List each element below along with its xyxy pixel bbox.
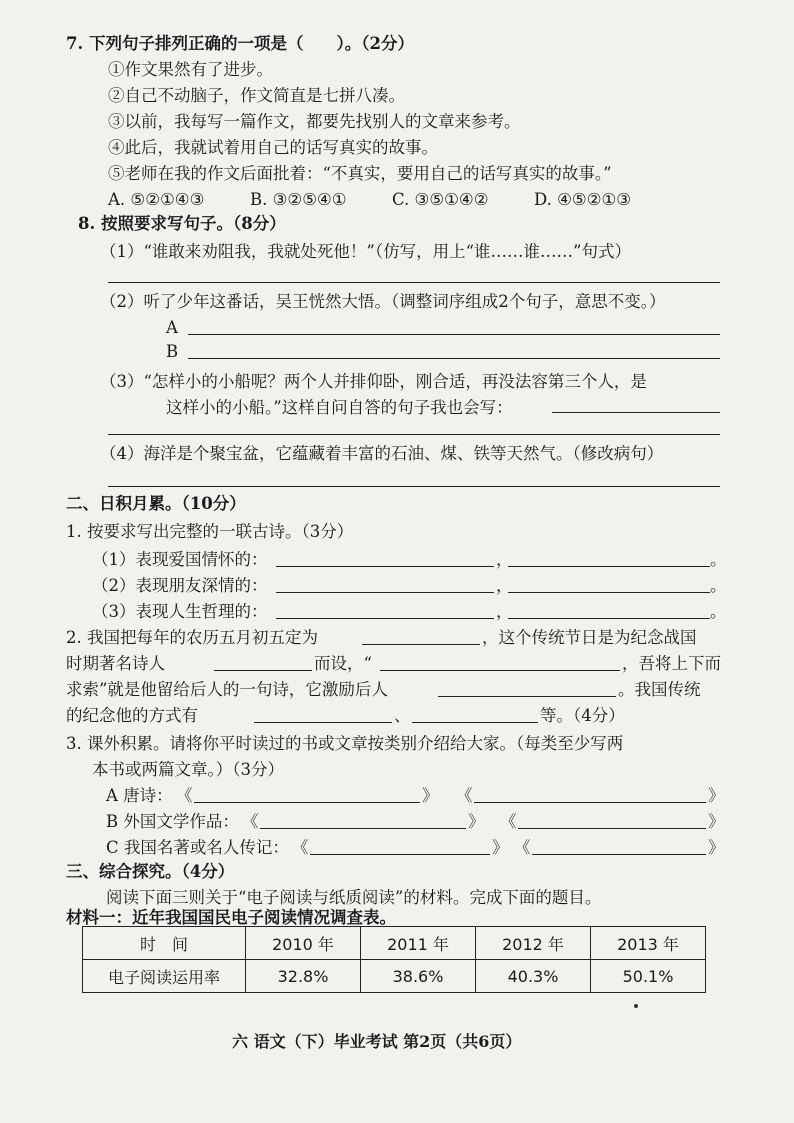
book-c2-blank[interactable] xyxy=(532,854,706,855)
material-1-title: 材料一：近年我国国民电子阅读情况调查表。 xyxy=(66,908,396,927)
q7-title: 7. 下列句子排列正确的一项是（ ）。（2分） xyxy=(66,34,414,53)
s2-q2-line-2c: ，吾将上下而 xyxy=(622,654,721,673)
book-c1-blank[interactable] xyxy=(310,854,490,855)
book-b1-close: 》 xyxy=(468,812,485,831)
s2-q1-item-2: （2）表现朋友深情的： xyxy=(92,576,268,595)
q8-answer-line-4[interactable] xyxy=(108,486,720,487)
s2-q3-label-b: B 外国文学作品： xyxy=(106,812,239,831)
poem-1-comma: ， xyxy=(496,550,513,569)
poem-2-period: 。 xyxy=(710,576,727,595)
table-cell: 38.6% xyxy=(361,960,476,993)
q8-label-b: B xyxy=(166,342,179,361)
book-a2-close: 》 xyxy=(708,786,725,805)
q7-option-c: C. ③⑤①④② xyxy=(392,190,489,209)
poet-blank[interactable] xyxy=(214,670,312,671)
s2-q2-line-4a: 的纪念他的方式有 xyxy=(66,706,198,725)
book-c2-open: 《 xyxy=(514,838,531,857)
q7-item-3: ③以前，我每写一篇作文，都要先找别人的文章来参考。 xyxy=(108,112,521,131)
s2-q2-line-1a: 2. 我国把每年的农历五月初五定为 xyxy=(66,628,318,647)
s2-q2-line-3b: 。我国传统 xyxy=(618,680,701,699)
q8-sentence-1: （1）“谁敢来劝阻我，我就处死他！”（仿写，用上“谁……谁……”句式） xyxy=(100,242,631,261)
poem-2-line-b[interactable] xyxy=(508,592,710,593)
book-c1-open: 《 xyxy=(292,838,309,857)
q7-option-a: A. ⑤②①④③ xyxy=(108,190,205,209)
s2-q3-line-1: 3. 课外积累。请将你平时读过的书或文章按类别介绍给大家。（每类至少写两 xyxy=(66,734,624,753)
table-header-cell: 2012 年 xyxy=(476,927,591,960)
q7-item-4: ④此后，我就试着用自己的话写真实的故事。 xyxy=(108,138,438,157)
table-row xyxy=(83,960,706,993)
book-a1-open: 《 xyxy=(176,786,193,805)
book-a2-blank[interactable] xyxy=(474,802,706,803)
q8-label-a: A xyxy=(166,318,178,337)
q8-answer-line-3b[interactable] xyxy=(108,434,720,435)
book-c2-close: 》 xyxy=(708,838,725,857)
book-b2-open: 《 xyxy=(500,812,517,831)
q7-item-5: ⑤老师在我的作文后面批着：“不真实，要用自己的话写真实的故事。” xyxy=(108,164,612,183)
q7-item-2: ②自己不动脑子，作文简直是七拼八凑。 xyxy=(108,86,405,105)
poem-1-line-b[interactable] xyxy=(508,566,710,567)
table-cell: 电子阅读运用率 xyxy=(83,960,246,993)
book-b1-open: 《 xyxy=(242,812,259,831)
inspire-blank[interactable] xyxy=(438,696,616,697)
stray-mark xyxy=(634,1004,638,1008)
q8-sentence-4: （4）海洋是个聚宝盆，它蕴藏着丰富的石油、煤、铁等天然气。（修改病句） xyxy=(100,444,664,463)
q8-sentence-2: （2）听了少年这番话，吴王恍然大悟。（调整词序组成2个句子，意思不变。） xyxy=(100,292,666,311)
s2-q2-line-4b: 、 xyxy=(394,706,411,725)
festival-blank[interactable] xyxy=(362,644,480,645)
poem-3-line-a[interactable] xyxy=(276,618,494,619)
poem-3-period: 。 xyxy=(710,602,727,621)
page-footer: 六 语文（下）毕业考试 第2页（共6页） xyxy=(232,1032,522,1051)
section-3-title: 三、综合探究。（4分） xyxy=(66,862,235,881)
poem-quote-blank[interactable] xyxy=(380,670,620,671)
custom-blank-1[interactable] xyxy=(254,722,392,723)
custom-blank-2[interactable] xyxy=(412,722,538,723)
s2-q3-label-c: C 我国名著或名人传记： xyxy=(106,838,289,857)
s2-q2-line-2b: 而设，“ xyxy=(314,654,372,673)
table-header-cell: 2013 年 xyxy=(591,927,706,960)
book-b2-close: 》 xyxy=(708,812,725,831)
s2-q2-line-4c: 等。（4分） xyxy=(540,706,625,725)
poem-1-period: 。 xyxy=(710,550,727,569)
book-b2-blank[interactable] xyxy=(518,828,706,829)
s2-q2-line-3a: 求索”就是他留给后人的一句诗，它激励后人 xyxy=(66,680,388,699)
book-a1-close: 》 xyxy=(422,786,439,805)
q7-item-1: ①作文果然有了进步。 xyxy=(108,60,273,79)
table-cell: 40.3% xyxy=(476,960,591,993)
s2-q3-label-a: A 唐诗： xyxy=(106,786,173,805)
s2-q1-item-1: （1）表现爱国情怀的： xyxy=(92,550,268,569)
book-b1-blank[interactable] xyxy=(260,828,466,829)
q8-answer-line-a[interactable] xyxy=(188,334,720,335)
book-a1-blank[interactable] xyxy=(194,802,420,803)
table-header-cell: 2010 年 xyxy=(246,927,361,960)
table-header-cell: 时 间 xyxy=(83,927,246,960)
poem-1-line-a[interactable] xyxy=(276,566,494,567)
q8-sentence-3a: （3）“怎样小的小船呢？两个人并排仰卧，刚合适，再没法容第三个人，是 xyxy=(100,372,647,391)
table-cell: 32.8% xyxy=(246,960,361,993)
q8-sentence-3b: 这样小的小船。”这样自问自答的句子我也会写： xyxy=(166,398,513,417)
table-header-cell: 2011 年 xyxy=(361,927,476,960)
survey-table xyxy=(82,926,706,993)
book-a2-open: 《 xyxy=(456,786,473,805)
poem-2-comma: ， xyxy=(496,576,513,595)
s2-q2-line-1b: ，这个传统节日是为纪念战国 xyxy=(482,628,697,647)
q8-title: 8. 按照要求写句子。（8分） xyxy=(78,214,286,233)
poem-2-line-a[interactable] xyxy=(276,592,494,593)
s2-q1-item-3: （3）表现人生哲理的： xyxy=(92,602,268,621)
q8-answer-line-3a[interactable] xyxy=(552,412,720,413)
q8-answer-line-1[interactable] xyxy=(108,282,720,283)
q7-option-b: B. ③②⑤④① xyxy=(250,190,347,209)
poem-3-line-b[interactable] xyxy=(508,618,710,619)
s2-q2-line-2a: 时期著名诗人 xyxy=(66,654,165,673)
book-c1-close: 》 xyxy=(492,838,509,857)
s2-q3-line-2: 本书或两篇文章。）（3分） xyxy=(92,760,284,779)
s2-q1-title: 1. 按要求写出完整的一联古诗。（3分） xyxy=(66,522,354,541)
poem-3-comma: ， xyxy=(496,602,513,621)
table-cell: 50.1% xyxy=(591,960,706,993)
section-2-title: 二、日积月累。（10分） xyxy=(66,494,246,513)
q8-answer-line-b[interactable] xyxy=(188,358,720,359)
s3-intro: 阅读下面三则关于“电子阅读与纸质阅读”的材料。完成下面的题目。 xyxy=(106,888,602,907)
table-header-row xyxy=(83,927,706,960)
q7-option-d: D. ④⑤②①③ xyxy=(534,190,632,209)
